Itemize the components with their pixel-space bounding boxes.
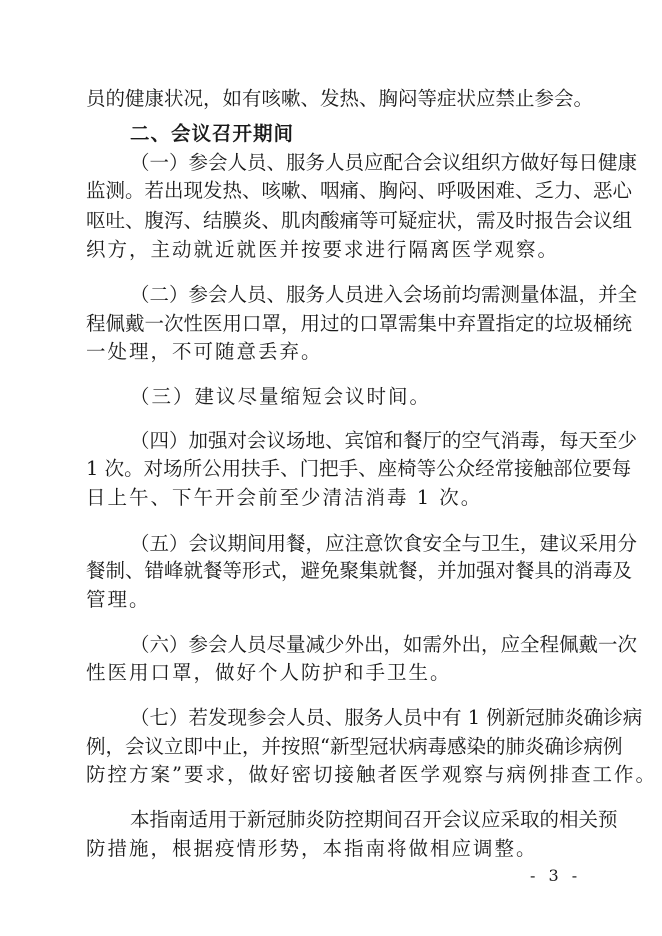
page-number: - 3 - — [530, 866, 582, 885]
text-line: 员的健康状况，如有咳嗽、发热、胸闷等症状应禁止参会。 — [86, 87, 594, 110]
text-line: 一处理，不可随意丢弃。 — [86, 340, 323, 363]
text-line: 程佩戴一次性医用口罩，用过的口罩需集中弃置指定的垃圾桶统 — [86, 312, 633, 335]
text-line: （四）加强对会议场地、宾馆和餐厅的空气消毒，每天至少 — [130, 429, 638, 452]
section-heading: 二、会议召开期间 — [130, 122, 295, 145]
text-line: 例，会议立即中止，并按照“新型冠状病毒感染的肺炎确诊病例 — [86, 735, 623, 758]
text-line: （七）若发现参会人员、服务人员中有 1 例新冠肺炎确诊病 — [130, 706, 643, 729]
text-line: 餐制、错峰就餐等形式，避免聚集就餐，并加强对餐具的消毒及 — [86, 559, 633, 582]
text-line: 呕吐、腹泻、结膜炎、肌肉酸痛等可疑症状，需及时报告会议组 — [86, 209, 633, 232]
text-line: 日上午、下午开会前至少清洁消毒 1 次。 — [86, 486, 483, 509]
text-line: 管理。 — [86, 588, 151, 611]
text-line: 防措施，根据疫情形势，本指南将做相应调整。 — [86, 837, 538, 860]
text-line: （五）会议期间用餐，应注意饮食安全与卫生，建议采用分 — [130, 532, 638, 555]
text-line: （三）建议尽量缩短会议时间。 — [130, 385, 432, 408]
text-line: 监测。若出现发热、咳嗽、咽痛、胸闷、呼吸困难、乏力、恶心 — [86, 179, 633, 202]
text-line: 本指南适用于新冠肺炎防控期间召开会议应采取的相关预 — [130, 808, 618, 831]
text-line: 1 次。对场所公用扶手、门把手、座椅等公众经常接触部位要每 — [86, 457, 632, 480]
text-line: 性医用口罩，做好个人防护和手卫生。 — [86, 661, 452, 684]
text-line: （二）参会人员、服务人员进入会场前均需测量体温，并全 — [130, 283, 638, 306]
text-line: （一）参会人员、服务人员应配合会议组织方做好每日健康 — [130, 151, 638, 174]
text-line: （六）参会人员尽量减少外出，如需外出，应全程佩戴一次 — [130, 633, 638, 656]
text-line: 防控方案”要求，做好密切接触者医学观察与病例排查工作。 — [86, 763, 657, 786]
text-line: 织方，主动就近就医并按要求进行隔离医学观察。 — [86, 238, 560, 261]
